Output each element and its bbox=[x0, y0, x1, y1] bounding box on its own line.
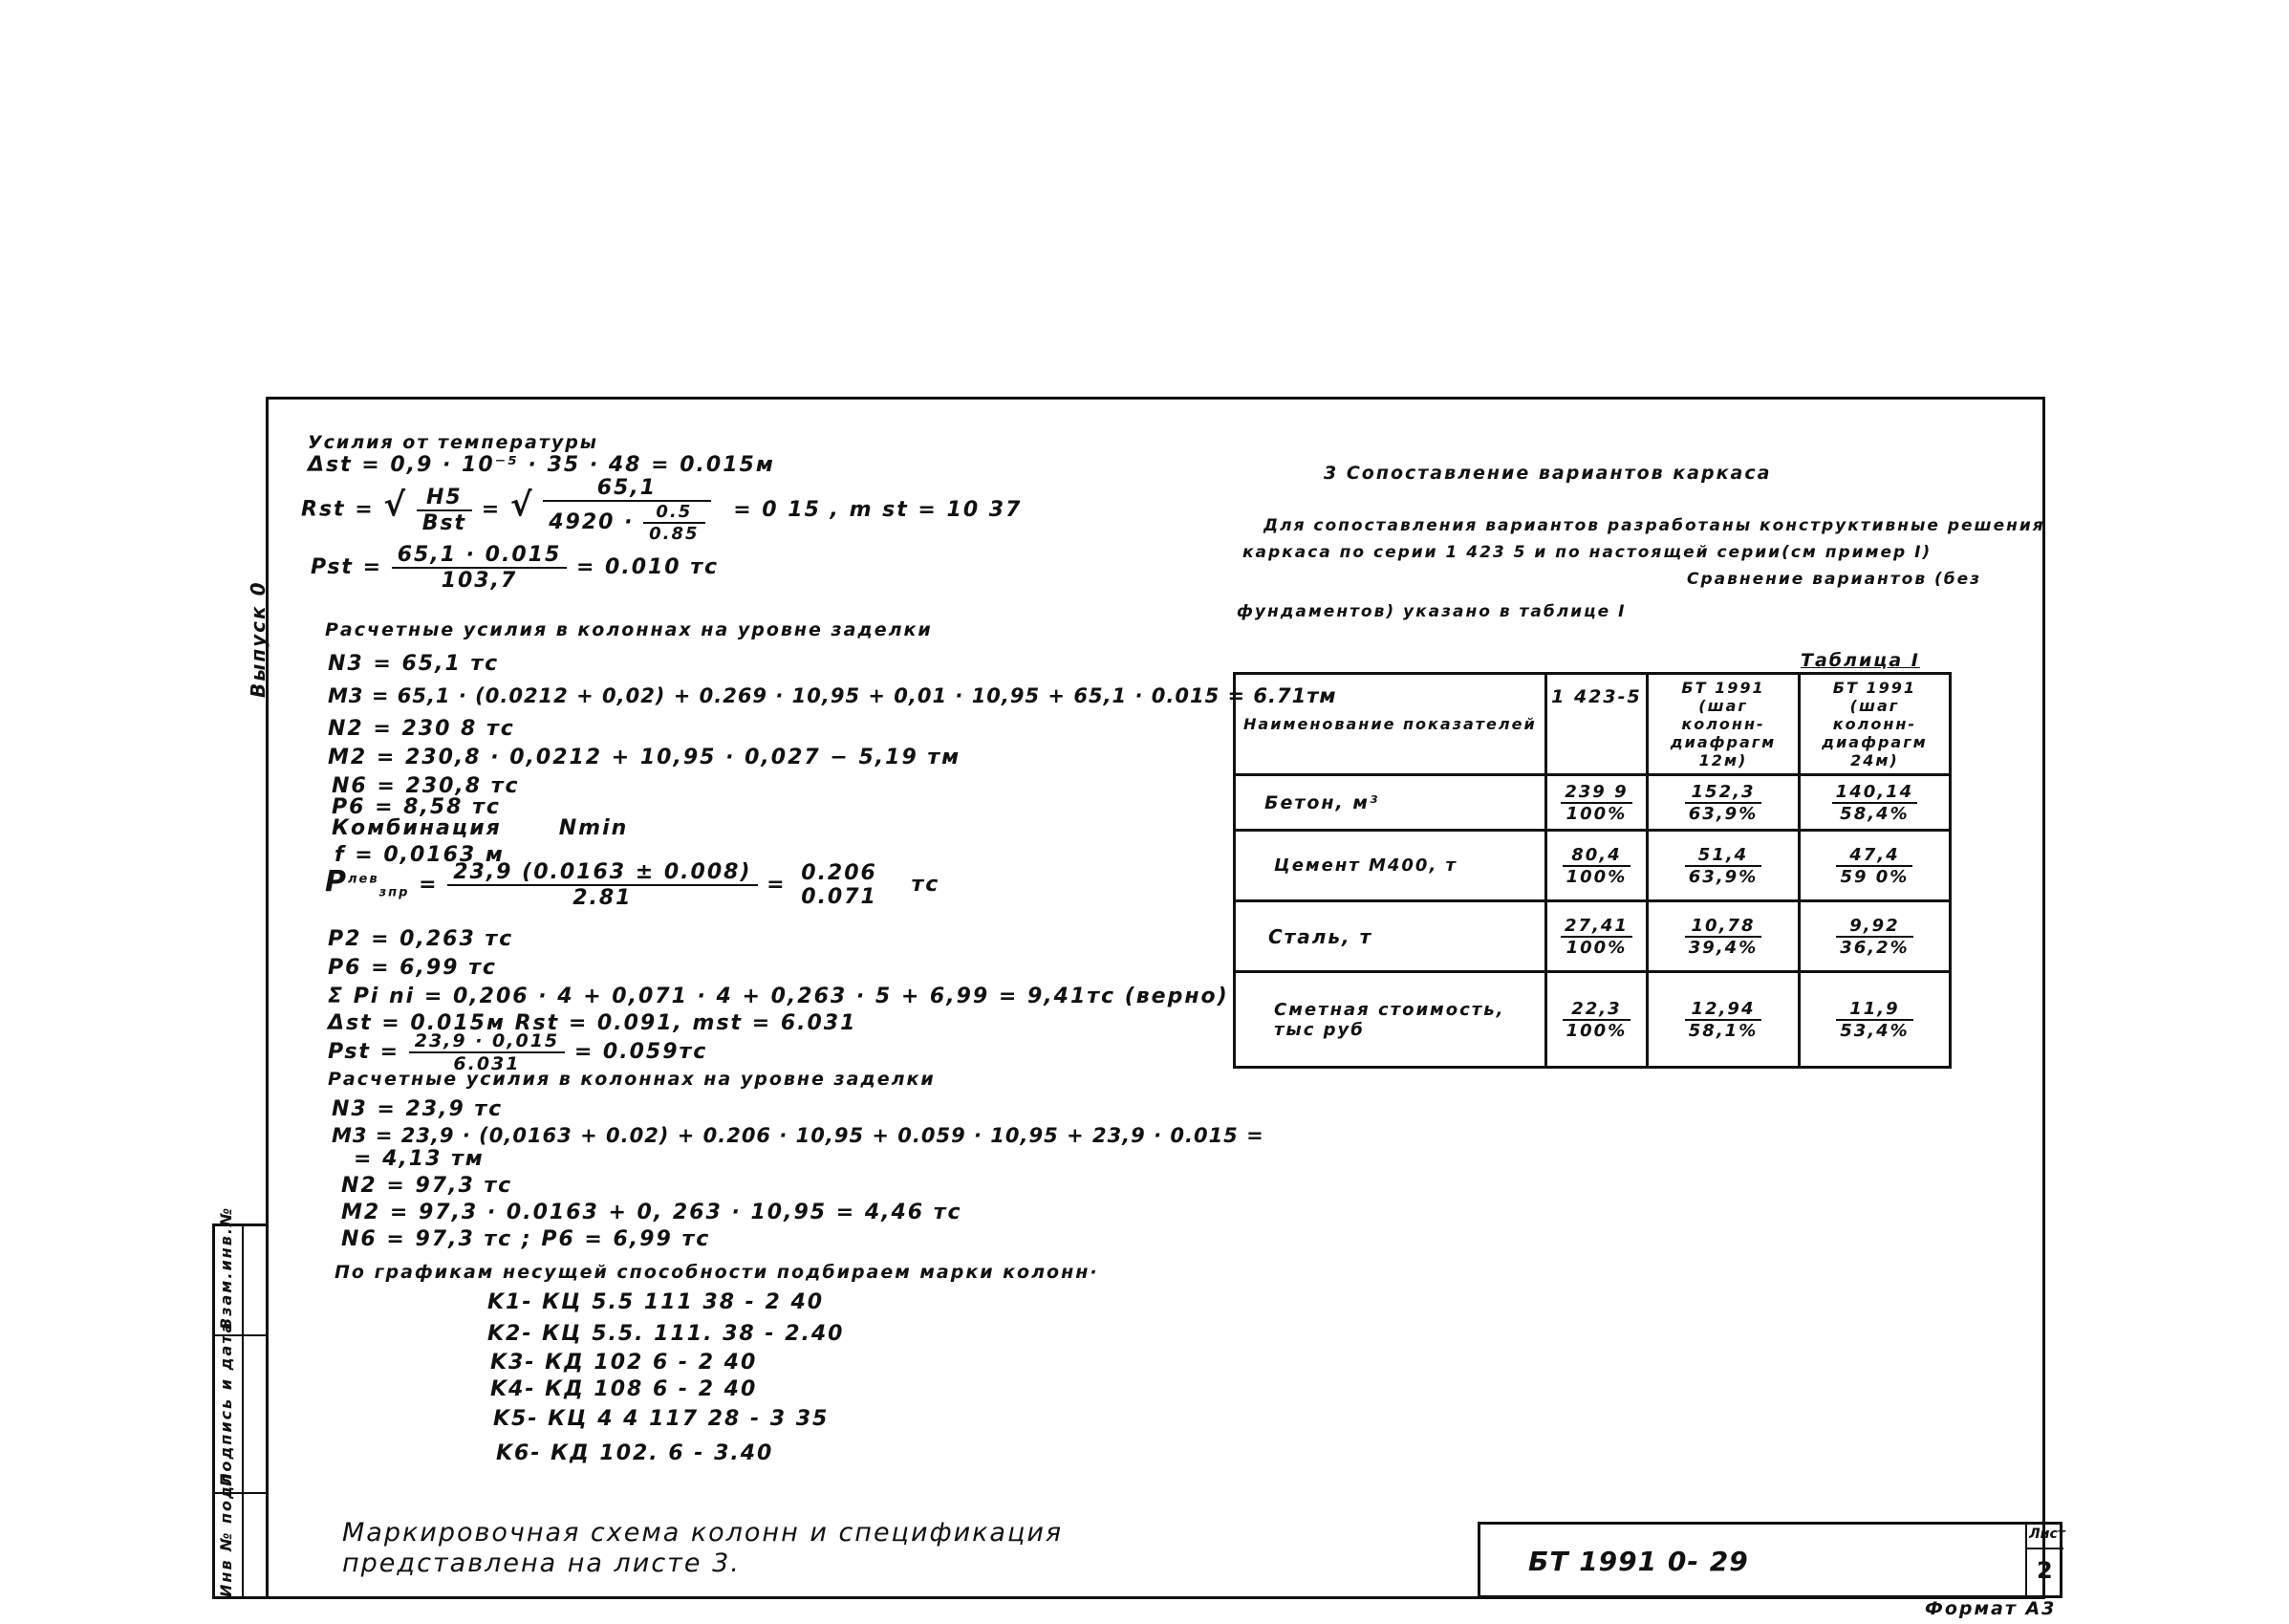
graphs-line: По графикам несущей способности подбираем марки колонн· bbox=[335, 1262, 1099, 1283]
footnote-2: представлена на листе 3. bbox=[342, 1548, 741, 1578]
table-row: Цемент М400, т $\frac{80,4}{100\%}$ $\frac{51,4}{63,9\%}$ $\frac{47,4}{59 0\%}$ bbox=[1235, 831, 1951, 901]
compare-para-4: фундаментов) указано в таблице I bbox=[1237, 602, 1627, 621]
footnote-1: Маркировочная схема колонн и спецификация bbox=[342, 1518, 1064, 1548]
pst2-line: Pst = $\frac{23,9 \cdot 0,015}{6.031}$ = 0.059тс bbox=[328, 1030, 708, 1074]
th-bt12: БТ 1991 (шаг колонн-диафрагм 12м) bbox=[1648, 674, 1800, 775]
f-line: f = 0,0163 м bbox=[335, 843, 505, 867]
m3-2: M3 = 23,9 · (0,0163 + 0.02) + 0.206 · 10,95 + 0.059 · 10,95 + 23,9 · 0.015 = bbox=[332, 1124, 1264, 1147]
n2-2: N2 = 97,3 тс bbox=[341, 1174, 513, 1198]
row-name: Цемент М400, т bbox=[1235, 831, 1546, 901]
p6-1: P6 = 8,58 тс bbox=[332, 795, 501, 819]
delta2-line: Δst = 0.015м Rst = 0.091, mst = 6.031 bbox=[328, 1011, 857, 1035]
compare-para-3: Сравнение вариантов (без bbox=[1687, 570, 1982, 589]
mark-k4: K4- КД 108 6 - 2 40 bbox=[490, 1377, 758, 1401]
n3-2: N3 = 23,9 тс bbox=[332, 1097, 504, 1121]
r-st-frac1: $\frac{H5}{\text{Bst}}$ bbox=[417, 486, 472, 535]
sum-line: Σ Pi ni = 0,206 · 4 + 0,071 · 4 + 0,263 · 5 + 6,99 = 9,41тс (верно) bbox=[328, 985, 1229, 1008]
sheet-label: Лист bbox=[2029, 1527, 2065, 1542]
stamp-column bbox=[212, 1205, 266, 1599]
th-indicator: Наименование показателей bbox=[1235, 674, 1546, 775]
n6-2: N6 = 97,3 тс ; P6 = 6,99 тс bbox=[341, 1227, 711, 1251]
format-label: Формат А3 bbox=[1925, 1598, 2057, 1619]
design-title-1: Расчетные усилия в колоннах на уровне заделки bbox=[325, 619, 933, 640]
th-bt24: БТ 1991 (шаг колонн-диафрагм 24м) bbox=[1799, 674, 1950, 775]
design-title-2: Расчетные усилия в колоннах на уровне заделки bbox=[328, 1069, 936, 1090]
table-row: Сметная стоимость, тыс руб $\frac{22,3}{100\%}$ $\frac{12,94}{58,1\%}$ $\frac{11,9}{53,4\%}$ bbox=[1235, 972, 1951, 1068]
n3-1: N3 = 65,1 тс bbox=[328, 652, 500, 676]
mark-k6: K6- КД 102. 6 - 3.40 bbox=[496, 1441, 774, 1465]
row-name: Сталь, т bbox=[1235, 901, 1546, 972]
stamp-sign-date: Подпись и дата bbox=[217, 1320, 235, 1486]
mark-k5: K5- КЦ 4 4 117 28 - 3 35 bbox=[493, 1407, 830, 1431]
n2-1: N2 = 230 8 тс bbox=[328, 717, 515, 741]
compare-para-2: каркаса по серии 1 423 5 и по настоящей серии(см пример I) bbox=[1242, 543, 1933, 562]
r-st-frac2: 65,1 4920 · $\frac{0.5}{0.85}$ bbox=[543, 476, 710, 544]
r-st-line: Rst = √ $\frac{H5}{\text{Bst}}$ = √ 65,1 4920 · $\frac{0.5}{0.85}$ = 0 15 , m st = 10 37 bbox=[301, 476, 1023, 544]
row-name: Сметная стоимость, тыс руб bbox=[1235, 972, 1546, 1068]
p2-line: P2 = 0,263 тс bbox=[328, 927, 514, 951]
comparison-table bbox=[1233, 672, 1952, 1069]
sheet-number: 2 bbox=[2037, 1557, 2055, 1584]
mark-k3: K3- КД 102 6 - 2 40 bbox=[490, 1351, 758, 1375]
mark-k2: K2- КЦ 5.5. 111. 38 - 2.40 bbox=[487, 1322, 845, 1346]
m2-1: M2 = 230,8 · 0,0212 + 10,95 · 0,027 − 5,19 тм bbox=[328, 746, 961, 769]
row-name: Бетон, м³ bbox=[1235, 775, 1546, 831]
th-1423: 1 423-5 bbox=[1545, 674, 1648, 775]
m2-2: M2 = 97,3 · 0.0163 + 0, 263 · 10,95 = 4,46 тс bbox=[341, 1201, 962, 1224]
m3-1: M3 = 65,1 · (0.0212 + 0,02) + 0.269 · 10,95 + 0,01 · 10,95 + 65,1 · 0.015 = 6.71тм bbox=[328, 684, 1337, 707]
m3-2b: = 4,13 тм bbox=[354, 1147, 485, 1171]
n6-1: N6 = 230,8 тс bbox=[332, 774, 520, 798]
mark-k1: K1- КЦ 5.5 111 38 - 2 40 bbox=[487, 1290, 825, 1314]
table-header-row bbox=[1235, 674, 1951, 775]
document-code: БТ 1991 0- 29 bbox=[1528, 1546, 1749, 1577]
compare-heading: 3 Сопоставление вариантов каркаса bbox=[1324, 463, 1772, 484]
title-block bbox=[1478, 1522, 2065, 1598]
compare-para-1: Для сопоставления вариантов разработаны конструктивные решения bbox=[1263, 516, 2045, 535]
table-row: Бетон, м³ $\frac{239 9}{100\%}$ $\frac{152,3}{63,9\%}$ $\frac{140,14}{58,4\%}$ bbox=[1235, 775, 1951, 831]
p6-2-line: P6 = 6,99 тс bbox=[328, 956, 497, 980]
side-label: Выпуск 0 bbox=[247, 580, 270, 698]
r-st-result: = 0 15 , m st = 10 37 bbox=[733, 497, 1023, 522]
r-st-lhs: Rst = bbox=[301, 497, 375, 522]
delta-st-line: Δst = 0,9 · 10⁻⁵ · 35 · 48 = 0.015м bbox=[308, 453, 775, 477]
temp-title: Усилия от температуры bbox=[308, 432, 598, 453]
combo-line: Комбинация Nmin bbox=[332, 816, 629, 840]
p-st-line: Pst = $\frac{65,1 \cdot 0.015}{103,7}$ = 0.010 тс bbox=[311, 543, 720, 593]
table-row: Сталь, т $\frac{27,41}{100\%}$ $\frac{10,78}{39,4\%}$ $\frac{9,92}{36,2\%}$ bbox=[1235, 901, 1951, 972]
pz-line: $P^{лев}_{зпр}$ = $\frac{23,9 (0.0163 \pm 0.008)}{2.81}$ = 0.206 0.071 тс bbox=[325, 860, 940, 910]
table-caption: Таблица I bbox=[1801, 650, 1920, 671]
stamp-replace-inv: Взам.инв.№ bbox=[217, 1205, 235, 1330]
stamp-inv-orig: Инв № подл bbox=[217, 1471, 235, 1597]
